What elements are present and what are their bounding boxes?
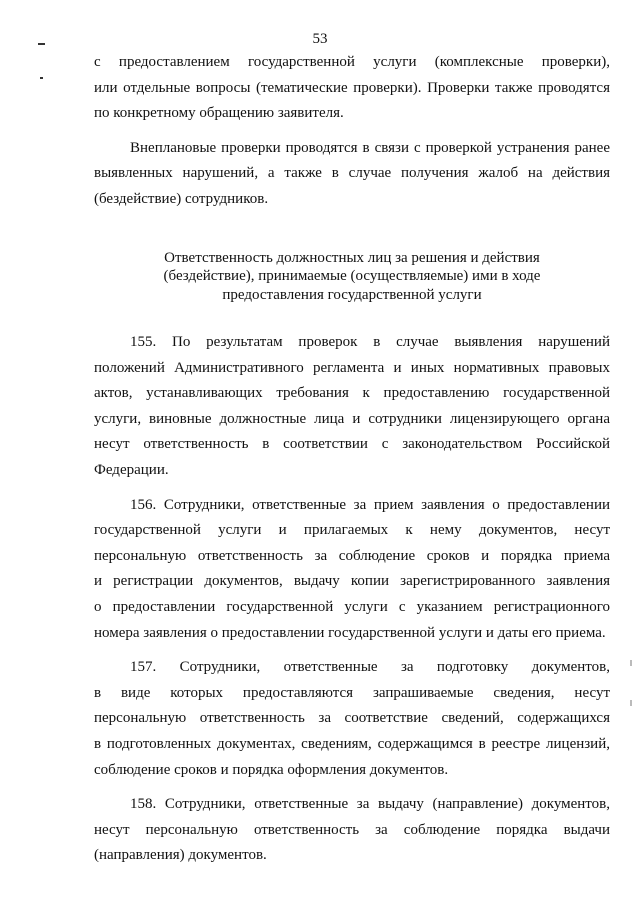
text-line: 156. Сотрудники, ответственные за прием заявления о предоставлении	[130, 496, 610, 513]
text-line: персональную ответственность за соответствие сведений, содержащихся	[94, 710, 610, 727]
text-line: несут ответственность в соответствии с законодательством Российской	[94, 436, 610, 453]
paragraph-157	[94, 655, 610, 783]
section-heading	[94, 249, 610, 305]
text-line: государственной услуги и прилагаемых к нему документов, несут	[94, 522, 610, 539]
text-line: несут персональную ответственность за соблюдение порядка выдачи	[94, 821, 610, 838]
page-number: 53	[312, 31, 328, 47]
text-line: услуги, виновные должностные лица и сотрудники лицензирующего органа	[94, 410, 610, 427]
text-line: с предоставлением государственной услуги (комплексные проверки),	[94, 54, 610, 70]
unscheduled-inspections-paragraph	[94, 136, 610, 213]
text-line: Федерации.	[94, 462, 169, 479]
text-line: в подготовленных документах, сведениям, содержащимся в реестре лицензий,	[94, 735, 610, 752]
scan-artifact-mark	[630, 700, 632, 706]
heading-line: (бездействие), принимаемые (осуществляемые) ими в ходе	[163, 268, 541, 285]
scan-artifact-mark	[38, 43, 45, 45]
text-line: и регистрации документов, выдачу копии зарегистрированного заявления	[94, 573, 610, 590]
text-line: соблюдение сроков и порядка оформления документов.	[94, 761, 449, 778]
text-line: 157. Сотрудники, ответственные за подготовку документов,	[130, 659, 610, 676]
document-body	[94, 50, 610, 869]
heading-line: Ответственность должностных лиц за решения и действия	[164, 249, 540, 266]
paragraph-156	[94, 493, 610, 647]
text-line: 158. Сотрудники, ответственные за выдачу (направление) документов,	[130, 796, 610, 813]
text-line: Внеплановые проверки проводятся в связи с проверкой устранения ранее	[130, 139, 610, 156]
scan-artifact-mark	[40, 77, 43, 79]
text-line: номера заявления о предоставлении государственной услуги и даты его приема.	[94, 624, 606, 641]
text-line: по конкретному обращению заявителя.	[94, 105, 344, 122]
text-line: положений Административного регламента и иных нормативных правовых	[94, 359, 610, 376]
text-line: о предоставлении государственной услуги с указанием регистрационного	[94, 599, 610, 615]
heading-line: предоставления государственной услуги	[222, 286, 482, 303]
text-line: персональную ответственность за соблюдение сроков и порядка приема	[94, 547, 610, 564]
text-line: или отдельные вопросы (тематические проверки). Проверки также проводятся	[94, 79, 610, 96]
scan-artifact-mark	[630, 660, 632, 666]
text-line: 155. По результатам проверок в случае выявления нарушений	[130, 334, 610, 351]
paragraph-158	[94, 792, 610, 869]
text-line: (направления) документов.	[94, 847, 267, 864]
text-line: (бездействие) сотрудников.	[94, 190, 269, 207]
text-line: выявленных нарушений, а также в случае получения жалоб на действия	[94, 165, 610, 182]
text-line: актов, устанавливающих требования к предоставлению государственной	[94, 385, 610, 402]
paragraph-155	[94, 330, 610, 484]
text-line: в виде которых предоставляются запрашиваемые сведения, несут	[94, 684, 610, 701]
continuation-paragraph	[94, 50, 610, 127]
